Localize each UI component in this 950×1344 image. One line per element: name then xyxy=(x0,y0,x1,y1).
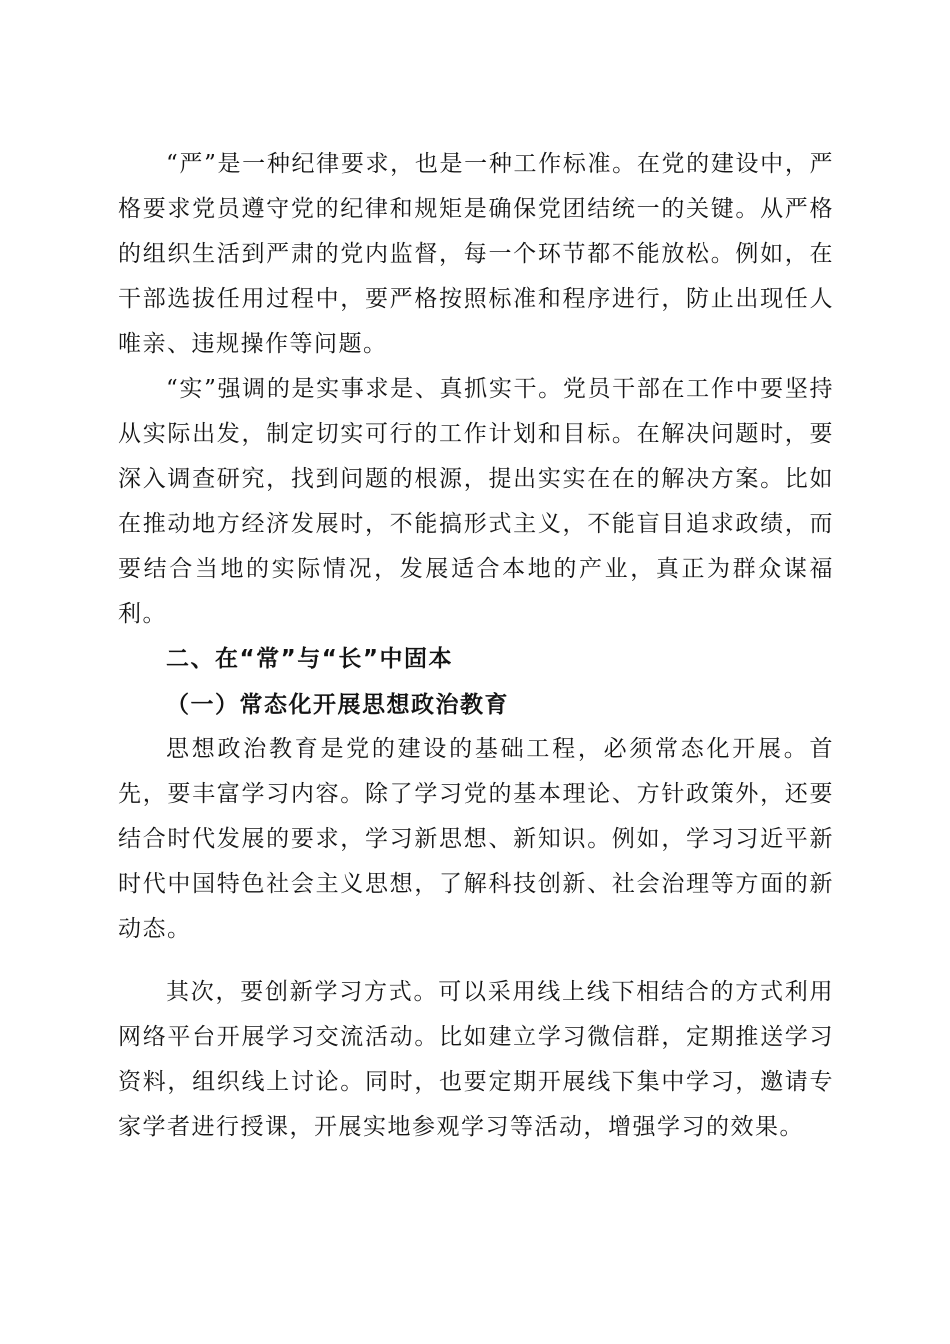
paragraph-learning-methods: 其次，要创新学习方式。可以采用线上线下相结合的方式利用网络平台开展学习交流活动。比如建立学习微信群，定期推送学习资料，组织线上讨论。同时，也要定期开展线下集中学习，邀请专家学者进行授课，开展实地参观学习等活动，增强学习的效果。 xyxy=(118,979,834,1140)
paragraph-practical: “实”强调的是实事求是、真抓实干。党员干部在工作中要坚持从实际出发，制定切实可行的工作计划和目标。在解决问题时，要深入调查研究，找到问题的根源，提出实实在在的解决方案。比如在推动地方经济发展时，不能搞形式主义，不能盲目追求政绩，而要结合当地的实际情况，发展适合本地的产业，真正为群众谋福利。 xyxy=(118,376,834,627)
paragraph-gap xyxy=(118,952,834,970)
document-body xyxy=(118,142,834,1150)
subsection-heading: （一）常态化开展思想政治教育 xyxy=(166,691,509,718)
paragraph-political-education: 思想政治教育是党的建设的基础工程，必须常态化开展。首先，要丰富学习内容。除了学习党的基本理论、方针政策外，还要结合时代发展的要求，学习新思想、新知识。例如，学习习近平新时代中国特色社会主义思想，了解科技创新、社会治理等方面的新动态。 xyxy=(118,736,834,942)
section-heading: 二、在“常”与“长”中固本 xyxy=(166,646,453,672)
paragraph-strict: “严”是一种纪律要求，也是一种工作标准。在党的建设中，严格要求党员遵守党的纪律和规矩是确保党团结统一的关键。从严格的组织生活到严肃的党内监督，每一个环节都不能放松。例如，在干部选拔任用过程中，要严格按照标准和程序进行，防止出现任人唯亲、违规操作等问题。 xyxy=(118,151,834,357)
